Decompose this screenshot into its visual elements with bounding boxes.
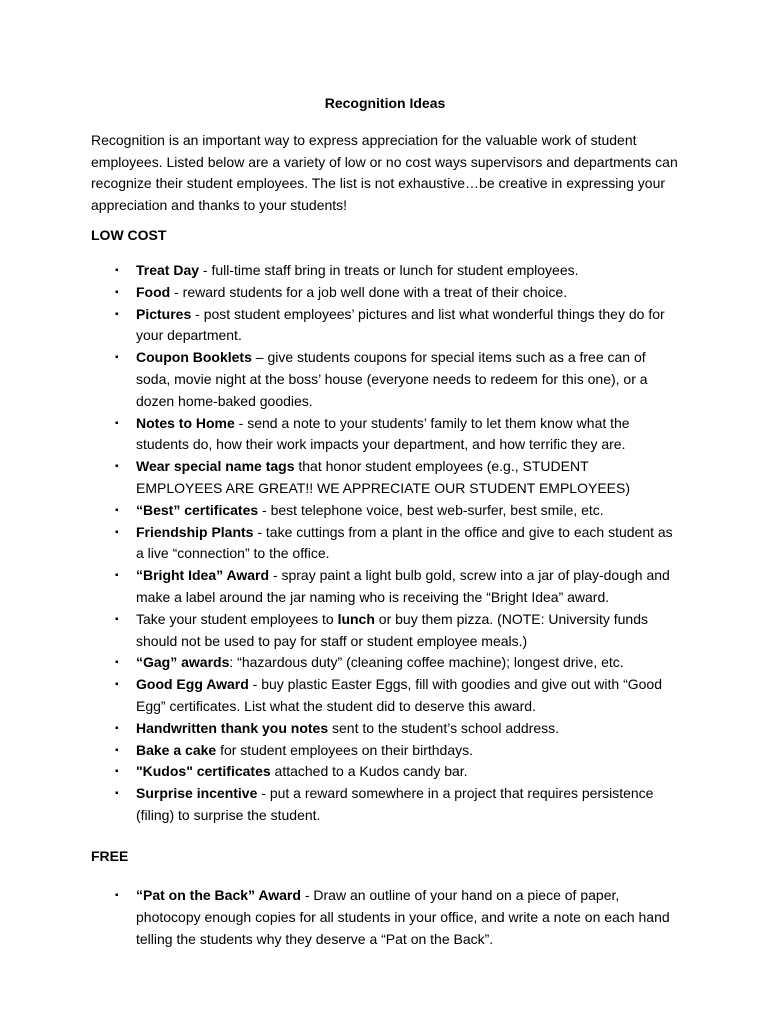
document-title: Recognition Ideas	[324, 95, 446, 111]
section-heading-low-cost: LOW COST	[91, 227, 167, 243]
bullet-icon: ▪	[115, 526, 119, 538]
item-text: for student employees on their birthdays.	[216, 741, 473, 758]
item-bold-label: “Pat on the Back” Award	[136, 887, 301, 903]
bullet-icon: ▪	[115, 504, 119, 516]
bullet-icon: ▪	[115, 890, 119, 901]
item-bold-label: Handwritten thank you notes	[136, 719, 329, 736]
item-text: attached to a Kudos candy bar.	[270, 763, 468, 780]
item-bold-label: "Kudos" certificates	[136, 763, 271, 780]
item-text: - post student employees’ pictures and list what wonderful things they do for your department.	[136, 305, 665, 344]
item-text: - Draw an outline of your hand on a piece of paper, photocopy enough copies for all students in your office, and write a note on each hand telling the students why they deserve a “Pat on the Back”.	[136, 887, 670, 947]
item-text: – give students coupons for special items such as a free can of soda, movie night at the boss’ house (everyone needs to redeem for this one), or a dozen home-baked goodies.	[136, 349, 648, 409]
item-text: - reward students for a job well done with a treat of their choice.	[170, 283, 568, 300]
item-bold-label: “Best” certificates	[136, 501, 259, 518]
item-bold-label: Bake a cake	[136, 741, 217, 758]
list-item	[0, 718, 676, 740]
bullet-icon: ▪	[115, 308, 119, 320]
bullet-icon: ▪	[115, 679, 119, 691]
section-heading-free: FREE	[91, 848, 129, 864]
item-bold-label: Food	[136, 283, 171, 300]
bullet-icon: ▪	[115, 722, 119, 734]
list-item	[0, 413, 676, 457]
item-text: or buy them pizza. (NOTE: University funds should not be used to pay for staff or student employee meals.)	[136, 610, 648, 649]
list-item	[0, 456, 676, 500]
list-item	[0, 565, 676, 609]
bullet-icon: ▪	[115, 265, 119, 276]
item-text: - full-time staff bring in treats or lunch for student employees.	[199, 262, 579, 278]
bullet-icon: ▪	[115, 613, 119, 625]
list-item	[0, 674, 676, 718]
item-bold-label: “Bright Idea” Award	[136, 567, 270, 584]
list-item	[0, 783, 676, 827]
list-item	[0, 500, 676, 522]
item-bold-label: “Gag” awards	[136, 654, 230, 671]
list-item	[0, 761, 676, 783]
list-item	[0, 260, 676, 282]
bullet-icon: ▪	[115, 417, 119, 429]
low-cost-list	[0, 260, 676, 827]
bullet-icon: ▪	[115, 461, 119, 473]
item-text: - send a note to your students’ family to let them know what the students do, how their work impacts your department, and how terrific they are.	[136, 414, 630, 453]
bullet-icon: ▪	[115, 788, 119, 800]
item-text-pre: Take your student employees to	[136, 610, 338, 627]
item-bold-label: lunch	[337, 610, 375, 627]
item-text: : “hazardous duty” (cleaning coffee machine); longest drive, etc.	[229, 654, 624, 671]
list-item	[0, 609, 676, 653]
item-bold-label: Good Egg Award	[136, 676, 249, 693]
item-bold-label: Pictures	[136, 305, 192, 322]
list-item	[0, 304, 676, 348]
item-text: - put a reward somewhere in a project that requires persistence (filing) to surprise the student.	[136, 785, 654, 823]
bullet-icon: ▪	[115, 286, 119, 298]
list-item	[0, 282, 676, 304]
list-item	[0, 740, 676, 762]
intro-paragraph: Recognition is an important way to express appreciation for the valuable work of student employees. Listed below are a variety of low or no cost ways supervisors and departments can recognize their student employees. The list is not exhaustive…be creative in expressing your appreciation and thanks to your students!	[91, 132, 678, 213]
item-bold-label: Wear special name tags	[136, 458, 295, 475]
free-list	[0, 885, 676, 950]
item-bold-label: Treat Day	[136, 262, 200, 278]
bullet-icon: ▪	[115, 744, 119, 756]
list-item	[0, 522, 676, 566]
list-item	[0, 652, 676, 674]
list-item	[0, 347, 676, 412]
item-text: - take cuttings from a plant in the office and give to each student as a live “connection” to the office.	[136, 523, 673, 562]
item-text: - buy plastic Easter Eggs, fill with goodies and give out with “Good Egg” certificates. List what the student did to deserve this award.	[136, 676, 662, 714]
item-text: that honor student employees (e.g., STUDENT EMPLOYEES ARE GREAT!! WE APPRECIATE OUR STUDENT EMPLOYEES)	[136, 458, 630, 496]
item-text: sent to the student’s school address.	[328, 719, 560, 736]
list-item	[0, 885, 676, 950]
item-bold-label: Surprise incentive	[136, 785, 258, 802]
bullet-icon: ▪	[115, 766, 119, 778]
item-bold-label: Coupon Booklets	[136, 349, 252, 366]
item-bold-label: Notes to Home	[136, 414, 235, 431]
item-text: - spray paint a light bulb gold, screw into a jar of play-dough and make a label around the jar naming who is receiving the “Bright Idea” award.	[136, 567, 670, 605]
bullet-icon: ▪	[115, 570, 119, 582]
bullet-icon: ▪	[115, 352, 119, 364]
item-bold-label: Friendship Plants	[136, 523, 254, 540]
item-text: - best telephone voice, best web-surfer, best smile, etc.	[258, 501, 604, 518]
bullet-icon: ▪	[115, 657, 119, 669]
